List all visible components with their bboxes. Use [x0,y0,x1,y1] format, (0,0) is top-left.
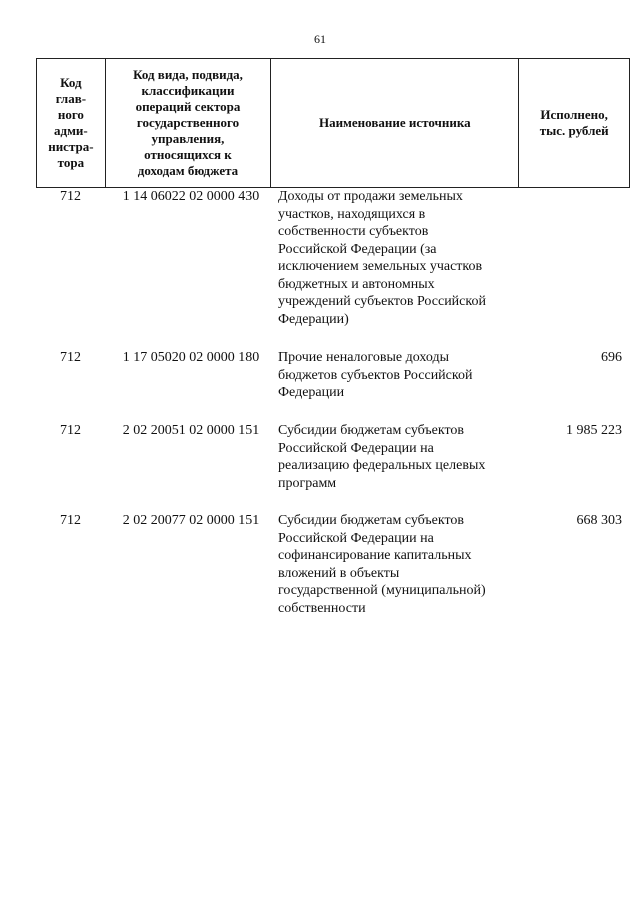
table-row [36,349,630,402]
header-admin-code: Код глав- ного адми- нистра- тора [37,59,106,187]
row-classification-code: 1 14 06022 02 0000 430 [122,189,260,204]
row-admin-code: 712 [60,513,81,528]
row-amount: 668 303 [576,513,622,528]
row-admin-code: 712 [60,189,81,204]
table-row [36,512,630,617]
row-amount: 696 [601,350,622,365]
row-source-name: Субсидии бюджетам субъектов Российской Федерации на реализацию федеральных целевых программ [278,423,486,491]
row-amount: 1 985 223 [566,423,622,438]
row-classification-code: 1 17 05020 02 0000 180 [122,350,260,365]
row-source-name: Прочие неналоговые доходы бюджетов субъектов Российской Федерации [278,350,473,400]
header-amount: Исполнено, тыс. рублей [539,107,609,138]
row-amount [520,188,630,328]
header-source-name: Наименование источника [271,59,519,187]
row-admin-code: 712 [60,350,81,365]
row-source-name: Доходы от продажи земельных участков, находящихся в собственности субъектов Российской Федерации (за исключением земельных участков бюджетных и автономных учреждений субъектов Российской Федерации) [278,189,486,327]
table-row [36,188,630,328]
row-classification-code: 2 02 20051 02 0000 151 [122,423,260,438]
page-number: 61 [314,32,326,46]
table-row [36,422,630,492]
table-header [36,58,630,188]
header-classification-code: Код вида, подвида, классификации операций сектора государственного управления, относящихся к доходам бюджета [106,59,271,187]
row-source-name: Субсидии бюджетам субъектов Российской Федерации на софинансирование капитальных вложений в объекты государственной (муниципальной) собственности [278,513,486,616]
row-classification-code: 2 02 20077 02 0000 151 [122,513,260,528]
row-admin-code: 712 [60,423,81,438]
